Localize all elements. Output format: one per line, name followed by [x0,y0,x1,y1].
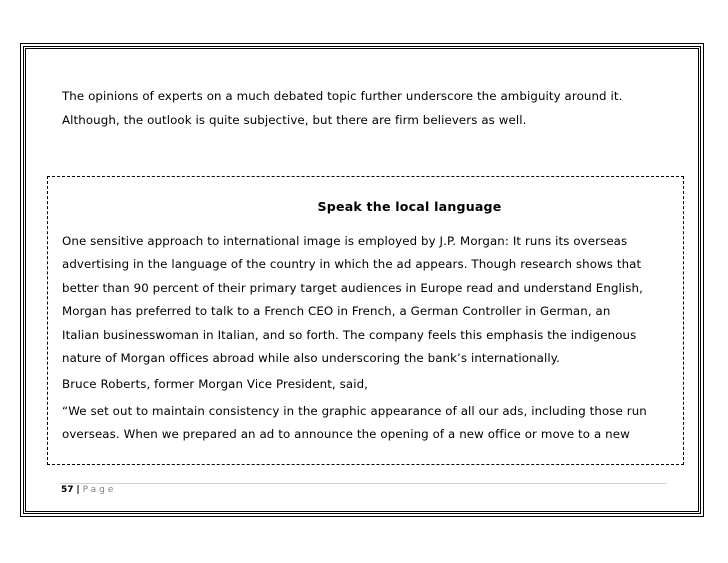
page-label: Page [82,485,117,495]
body-line: nature of Morgan offices abroad while also underscoring the bank’s internationally. [62,351,560,366]
body-line: better than 90 percent of their primary target audiences in Europe read and understand English, [62,280,643,295]
body-line: One sensitive approach to international image is employed by J.P. Morgan: It runs its overseas [62,234,628,248]
body-line: advertising in the language of the country in which the ad appears. Though research shows that [62,257,642,272]
body-line: Bruce Roberts, former Morgan Vice President, said, [62,377,369,392]
section-heading: Speak the local language [317,199,502,214]
body-line: Italian businesswoman in Italian, and so forth. The company feels this emphasis the indigenous [62,327,637,342]
page-footer [61,485,116,495]
intro-line: The opinions of experts on a much debated topic further underscore the ambiguity around it. [62,89,623,103]
footer-divider [60,483,666,484]
section-body [62,230,682,447]
footer-separator: | [76,485,80,495]
page-number: 57 [61,485,74,495]
intro-paragraph [62,84,682,132]
body-line: overseas. When we prepared an ad to announce the opening of a new office or move to a new [62,427,630,442]
body-line: Morgan has preferred to talk to a French CEO in French, a German Controller in German, an [62,304,611,319]
intro-line: Although, the outlook is quite subjective, but there are firm believers as well. [62,113,527,127]
body-line: “We set out to maintain consistency in the graphic appearance of all our ads, including those run [62,403,647,418]
